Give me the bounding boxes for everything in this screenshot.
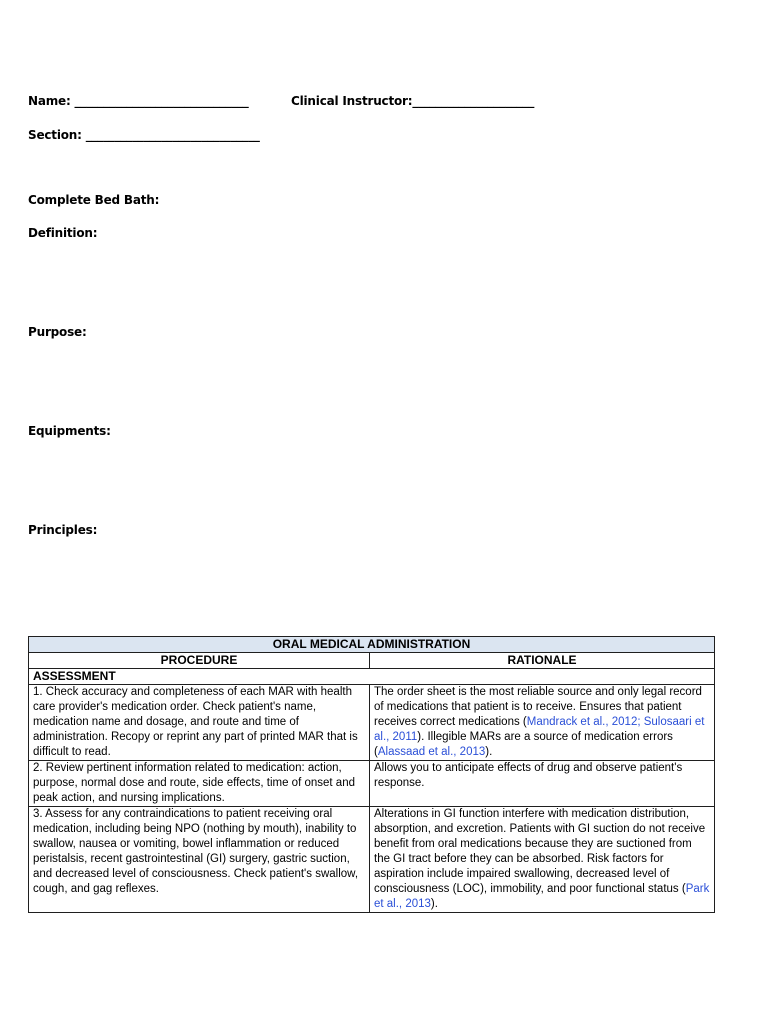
procedure-cell: 1. Check accuracy and completeness of each MAR with health care provider's medication order. Check patient's name, medication name and dosage, and route and time of administration. Recopy or reprint any part of printed MAR that is difficult to read. (29, 685, 370, 761)
rationale-text: Alterations in GI function interfere with medication distribution, absorption, and excretion. Patients with GI suction do not receive benefit from oral medications because they are suctioned from the GI tract before they can be absorbed. Risk factors for aspiration include impaired swallowing, decreased level of consciousness (LOC), immobility, and poor functional status ( (374, 808, 706, 895)
table-row (29, 807, 715, 913)
principles-heading: Principles: (28, 523, 98, 537)
complete-bed-bath-heading: Complete Bed Bath: (28, 193, 160, 207)
section-header-assessment: ASSESSMENT (29, 669, 715, 685)
rationale-text: ). (430, 898, 438, 910)
equipments-heading: Equipments: (28, 424, 111, 438)
procedure-cell: 3. Assess for any contraindications to patient receiving oral medication, including being NPO (nothing by mouth), inability to swallow, nausea or vomiting, bowel inflammation or reduced peristalsis, recent gastrointestinal (GI) surgery, gastric suction, and decreased level of consciousness. Check patient's swallow, cough, and gag reflexes. (29, 807, 370, 913)
purpose-heading: Purpose: (28, 325, 87, 339)
table-title: ORAL MEDICAL ADMINISTRATION (29, 637, 715, 653)
rationale-cell: Allows you to anticipate effects of drug and observe patient's response. (370, 761, 715, 807)
rationale-text: The order sheet is the most reliable source and only legal record of medications that patient is to receive. Ensures that patient receives correct medications ( (374, 686, 702, 728)
rationale-text: ). Illegible MARs are a source of medication errors ( (374, 731, 673, 758)
name-field-label: Name: ______________________________ (28, 94, 249, 108)
table-row (29, 761, 715, 807)
citation-link[interactable]: Mandrack et al., 2012; Sulosaari et al., 2011 (374, 716, 705, 743)
column-header-procedure: PROCEDURE (29, 653, 370, 669)
citation-link[interactable]: Alassaad et al., 2013 (377, 746, 486, 758)
definition-heading: Definition: (28, 226, 98, 240)
section-field-label: Section: ______________________________ (28, 128, 260, 142)
procedure-cell: 2. Review pertinent information related to medication: action, purpose, normal dose and route, side effects, time of onset and peak action, and nursing implications. (29, 761, 370, 807)
clinical-instructor-field-label: Clinical Instructor:_____________________ (291, 94, 535, 108)
citation-link[interactable]: Park et al., 2013 (374, 883, 710, 910)
column-header-rationale: RATIONALE (370, 653, 715, 669)
rationale-cell (370, 807, 715, 913)
table-row (29, 685, 715, 761)
rationale-text: ). (485, 746, 493, 758)
procedure-table (28, 636, 715, 913)
rationale-cell (370, 685, 715, 761)
